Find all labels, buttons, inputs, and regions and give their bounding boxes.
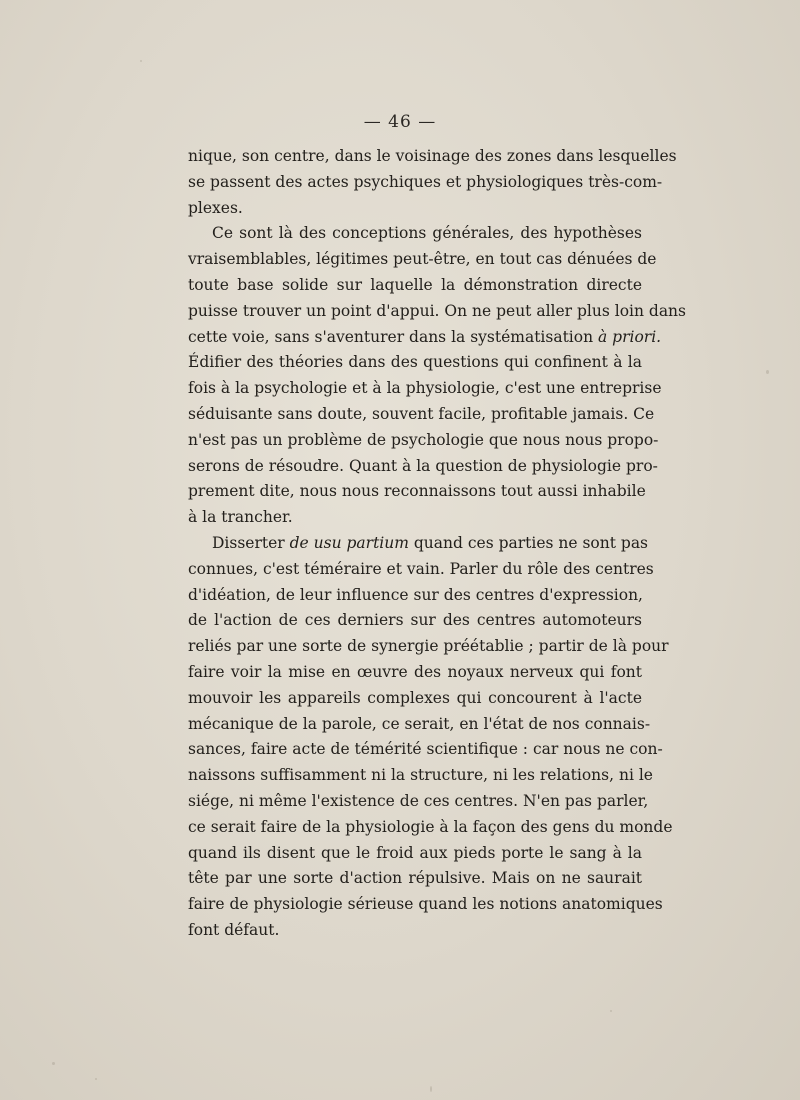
text-line: nique, son centre, dans le voisinage des zones dans lesquelles (188, 147, 677, 165)
text-line (188, 325, 662, 351)
text-line: vraisemblables, légitimes peut-être, en tout cas dénuées de (188, 250, 657, 269)
paper-speck (766, 370, 769, 374)
text-line: de l'action de ces derniers sur des centres automoteurs (188, 611, 642, 630)
text-line: séduisante sans doute, souvent facile, profitable jamais. Ce (188, 404, 655, 423)
paper-speck (610, 1010, 612, 1012)
text-line: font défaut. (188, 920, 280, 939)
text-line: connues, c'est téméraire et vain. Parler du rôle des centres (188, 559, 654, 578)
text-line: ce serait faire de la physiologie à la façon des gens du monde (188, 817, 673, 836)
text-line: fois à la psychologie et à la physiologie, c'est une entreprise (188, 379, 662, 398)
text-line: toute base solide sur laquelle la démonstration directe (188, 275, 642, 294)
paper-speck (52, 1062, 55, 1065)
text-line: reliés par une sorte de synergie préétablie ; partir de là pour (188, 637, 669, 656)
text-line: siége, ni même l'existence de ces centres. N'en pas parler, (188, 791, 649, 810)
text-run: quand ces parties ne sont pas (408, 533, 649, 552)
italic-term-a-priori: à priori. (598, 327, 662, 346)
text-line: quand ils disent que le froid aux pieds porte le sang à la (188, 843, 642, 862)
text-run: Disserter (212, 533, 290, 552)
text-line: faire de physiologie sérieuse quand les notions anatomiques (188, 895, 663, 914)
body-text (188, 144, 686, 944)
text-line: sances, faire acte de témérité scientifique : car nous ne con- (188, 740, 663, 759)
text-run: cette voie, sans s'aventurer dans la systématisation (188, 327, 599, 346)
text-line: tête par une sorte d'action répulsive. Mais on ne saurait (188, 869, 642, 888)
text-line: faire voir la mise en œuvre des noyaux nerveux qui font (188, 662, 642, 681)
paragraph-1 (188, 144, 677, 221)
paper-speck (430, 1086, 432, 1092)
text-line (188, 531, 649, 557)
paragraph-2 (188, 221, 686, 531)
italic-term-de-usu-partium: de usu partium (289, 533, 409, 552)
text-line: naissons suffisamment ni la structure, ni les relations, ni le (188, 766, 653, 785)
text-line: puisse trouver un point d'appui. On ne peut aller plus loin dans (188, 301, 686, 320)
page-number-header: — 46 — (363, 112, 437, 132)
text-line: plexes. (188, 198, 243, 217)
text-line: prement dite, nous nous reconnaissons tout aussi inhabile (188, 482, 646, 501)
text-line: d'idéation, de leur influence sur des centres d'expression, (188, 585, 643, 604)
text-line: à la trancher. (188, 508, 293, 527)
text-line: mouvoir les appareils complexes qui concourent à l'acte (188, 688, 642, 707)
text-line: se passent des actes psychiques et physiologiques très-com- (188, 172, 663, 191)
text-line: Édifier des théories dans des questions qui confinent à la (188, 353, 642, 372)
paragraph-3 (188, 531, 673, 944)
text-line: Ce sont là des conceptions générales, des hypothèses (212, 224, 642, 243)
text-line: serons de résoudre. Quant à la question de physiologie pro- (188, 456, 658, 475)
text-line: mécanique de la parole, ce serait, en l'état de nos connais- (188, 714, 651, 733)
text-line: n'est pas un problème de psychologie que nous nous propo- (188, 430, 659, 449)
paper-speck (140, 60, 142, 62)
paper-speck (95, 1078, 97, 1080)
